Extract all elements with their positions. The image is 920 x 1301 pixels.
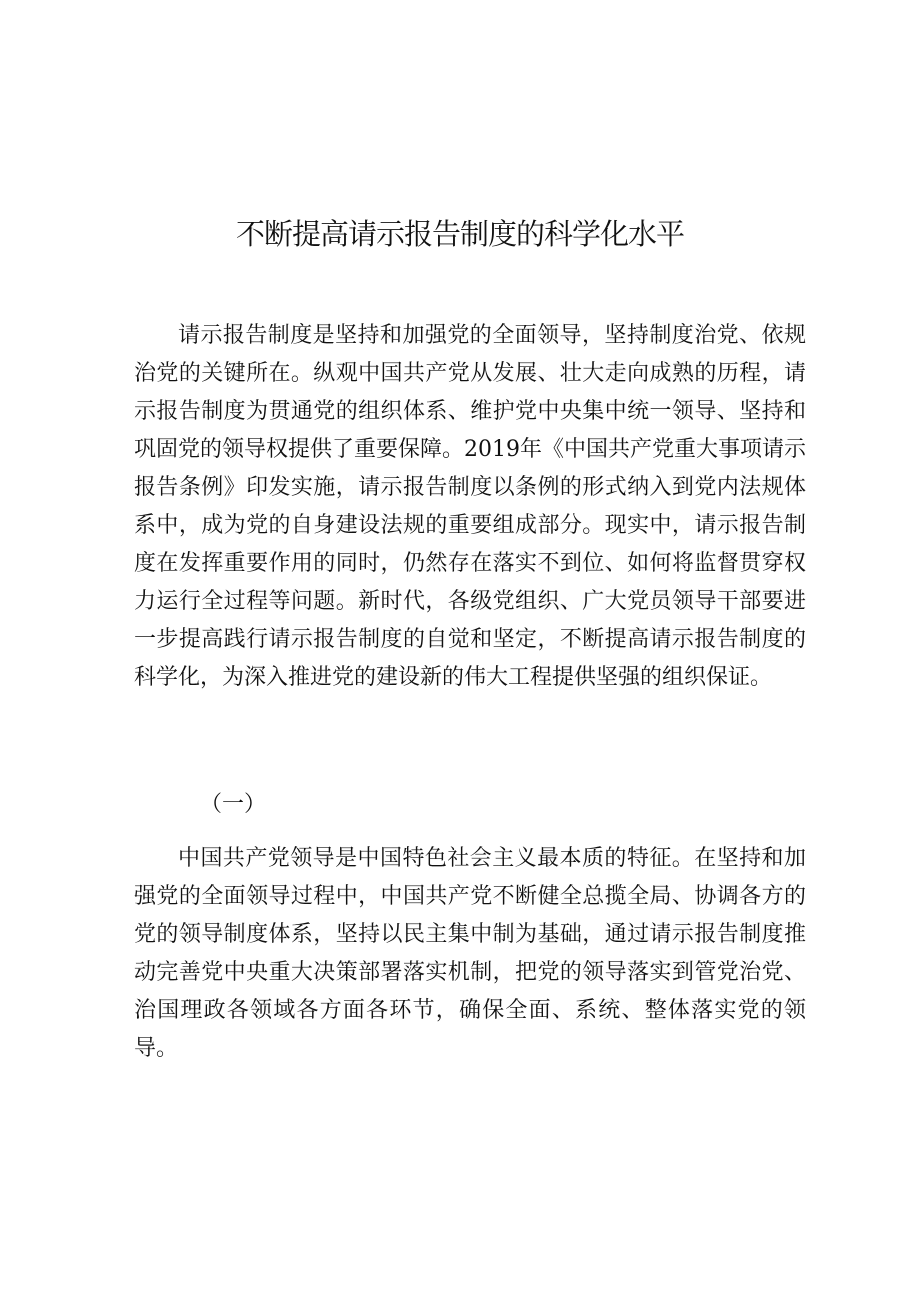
document-title: 不断提高请示报告制度的科学化水平 [235, 217, 684, 251]
section-heading-one: （一） [200, 792, 267, 817]
body-paragraph-section-one: 中国共产党领导是中国特色社会主义最本质的特征。在坚持和加强党的全面领导过程中，中国共产党不断健全总揽全局、协调各方的党的领导制度体系，坚持以民主集中制为基础，通过请示报告制度推动完善党中央重大决策部署落实机制，把党的领导落实到管党治党、治国理政各领域各方面各环节，确保全面、系统、整体落实党的领导。 [134, 846, 806, 1061]
body-paragraph-intro: 请示报告制度是坚持和加强党的全面领导，坚持制度治党、依规治党的关键所在。纵观中国共产党从发展、壮大走向成熟的历程，请示报告制度为贯通党的组织体系、维护党中央集中统一领导、坚持和巩固党的领导权提供了重要保障。2019年《中国共产党重大事项请示报告条例》印发实施，请示报告制度以条例的形式纳入到党内法规体系中，成为党的自身建设法规的重要组成部分。现实中，请示报告制度在发挥重要作用的同时，仍然存在落实不到位、如何将监督贯穿权力运行全过程等问题。新时代，各级党组织、广大党员领导干部要进一步提高践行请示报告制度的自觉和坚定，不断提高请示报告制度的科学化，为深入推进党的建设新的伟大工程提供坚强的组织保证。 [134, 323, 806, 690]
